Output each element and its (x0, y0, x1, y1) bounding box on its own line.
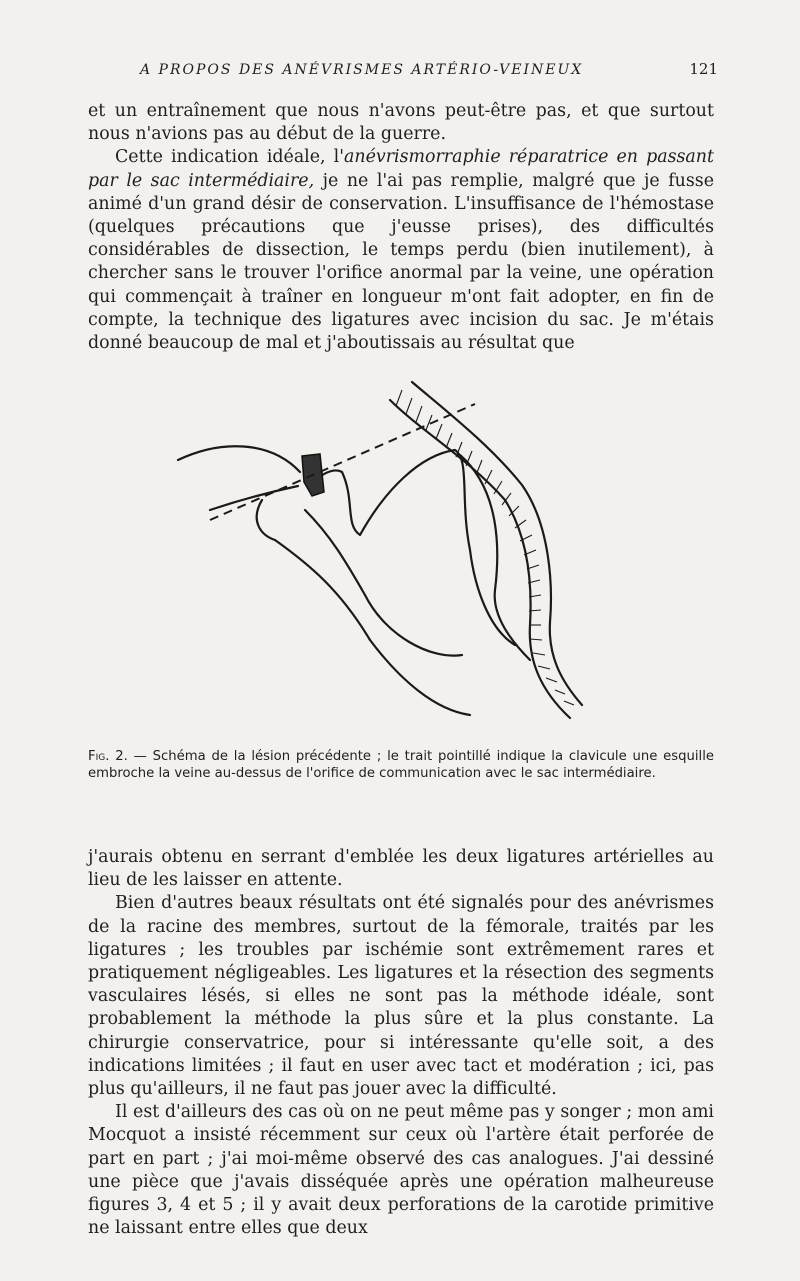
paragraph: j'aurais obtenu en serrant d'emblée les deux ligatures artérielles au lieu de les laisser en attente. (88, 847, 714, 891)
paragraph-rest: je ne l'ai pas remplie, malgré que je fusse animé d'un grand désir de conservation. L'insuffisance de l'hémostase (quelques précautions que j'eusse prises), des difficultés considérables de dissection, le temps perdu (bien inutilement), à chercher sans le trouver l'orifice anormal par la veine, une opération qui commençait à traîner en longueur m'ont fait adopter, en fin de compte, la technique des ligatures avec incision du sac. Je m'étais donné beaucoup de mal et j'aboutissais au résultat que (88, 170, 714, 354)
italic-term: anévrismorraphie réparatrice en passant par le sac intermédiaire, (88, 147, 714, 191)
sac-inner-wall (257, 500, 470, 715)
running-header (140, 60, 718, 78)
figure-2-schematic (170, 360, 600, 750)
vein-lower-wall (210, 486, 298, 510)
paragraph: Il est d'ailleurs des cas où on ne peut même pas y songer ; mon ami Mocquot a insisté récemment sur ceux où l'artère était perforée de part en part ; j'ai moi-même observé des cas analogues. J'ai dessiné une pièce que j'avais disséquée après une opération malheureuse figures 3, 4 et 5 ; il y avait deux perforations de la carotide primitive ne laissant entre elles que deux (88, 1102, 714, 1239)
paragraph (88, 146, 714, 355)
vein-upper-wall (178, 446, 300, 472)
figure-label: Fig. 2. (88, 749, 128, 764)
body-text-bottom (88, 846, 714, 1240)
paragraph: Bien d'autres beaux résultats ont été signalés pour des anévrismes de la racine des membres, surtout de la fémorale, traités par les ligatures ; les troubles par ischémie sont extrêmement rares et pratiquement négligeables. Les ligatures et la résection des segments vasculaires lésés, si elles ne sont pas la méthode idéale, sont probablement la méthode la plus sûre et la plus constante. La chirurgie conservatrice, pour si intéressante qu'elle soit, a des indications limitées ; il faut en user avec tact et modération ; ici, pas plus qu'ailleurs, il ne faut pas jouer avec la difficulté. (88, 893, 714, 1100)
caption-text: — Schéma de la lésion précédente ; le trait pointillé indique la clavicule une esquille embroche la veine au-dessus de l'orifice de communication avec le sac intermédiaire. (88, 749, 714, 781)
artery-outer-wall (390, 400, 570, 718)
paragraph: et un entraînement que nous n'avons peut-être pas, et que surtout nous n'avions pas au début de la guerre. (88, 101, 714, 145)
paragraph-lead: Cette indication idéale, l' (115, 147, 345, 168)
body-text-top (88, 100, 714, 355)
running-title: A PROPOS DES ANÉVRISMES ARTÉRIO-VEINEUX (140, 62, 584, 78)
clavicle-dotted-line (210, 404, 475, 520)
figure-caption (88, 748, 714, 782)
lower-vessel-wall (305, 510, 462, 656)
page-number: 121 (689, 60, 718, 78)
